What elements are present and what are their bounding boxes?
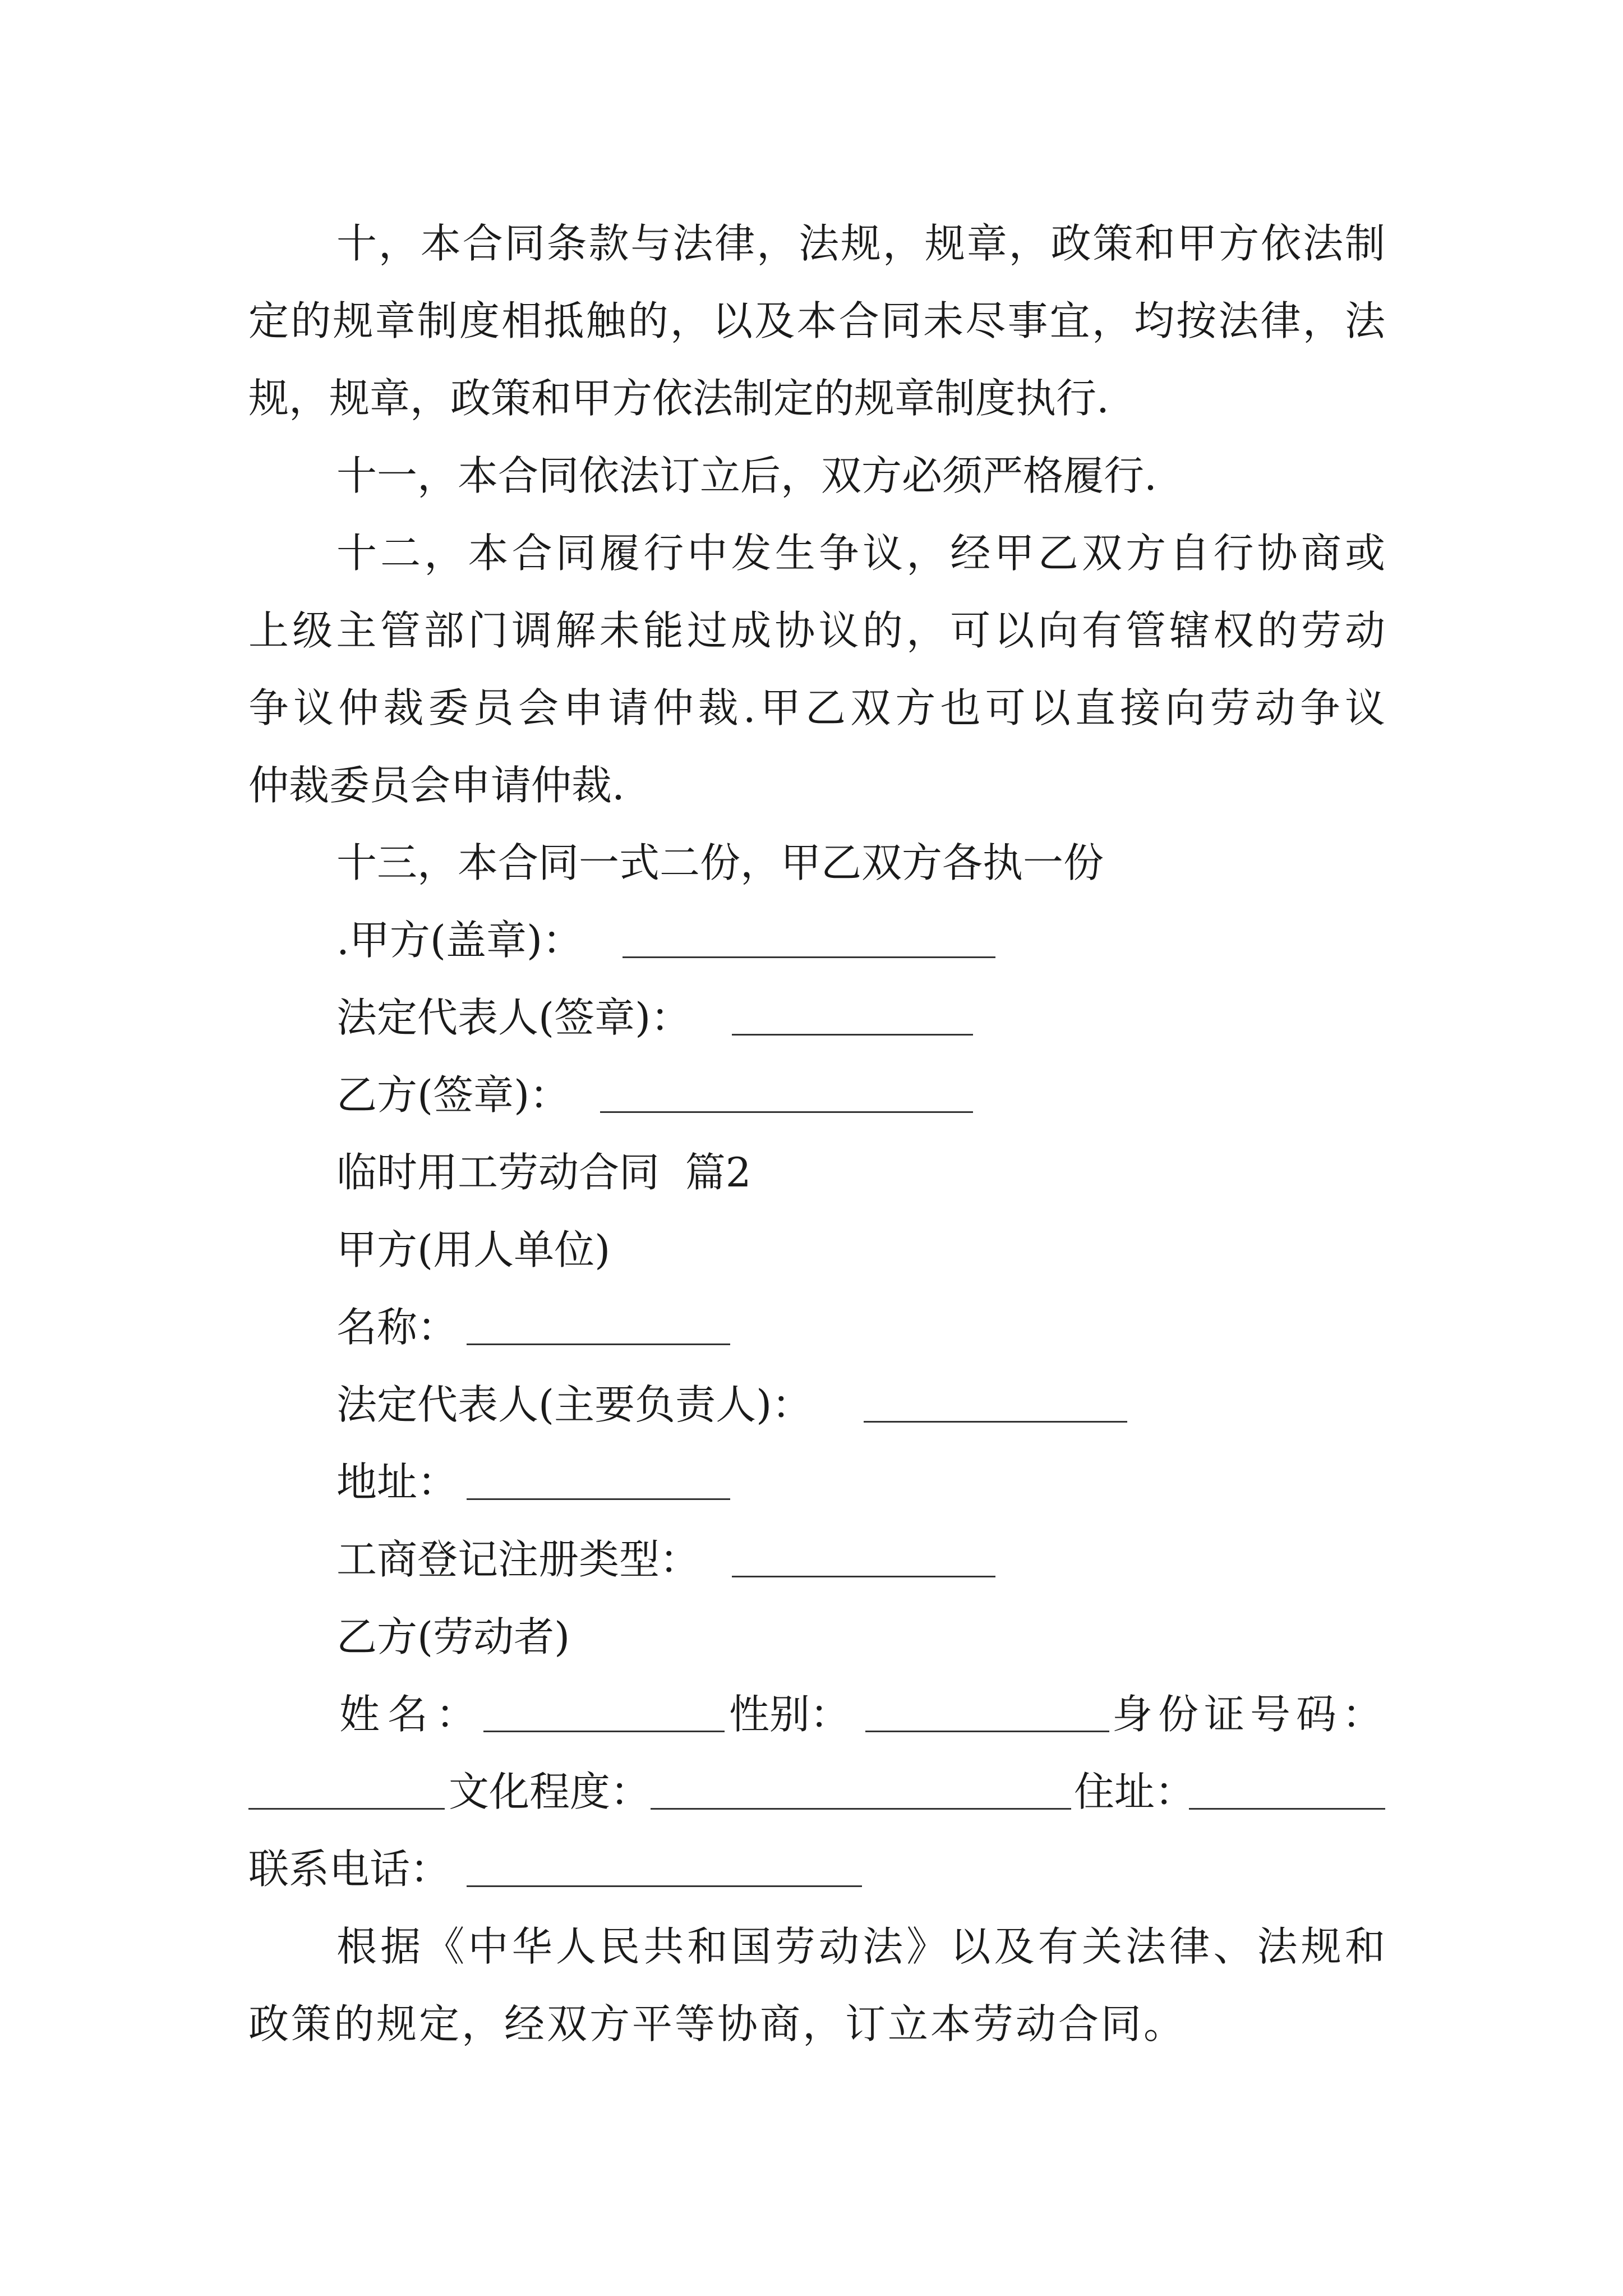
employee-heading: 乙方(劳动者) — [336, 1613, 570, 1660]
clause-12-line-3: 争议仲裁委员会申请仲裁.甲乙双方也可以直接向劳动争议 — [248, 684, 1385, 731]
id-number-blank — [248, 1808, 445, 1810]
party-a-seal-label: .甲方(盖章)： — [336, 917, 583, 964]
employer-legal-rep-blank — [864, 1421, 1127, 1423]
phone-blank — [467, 1885, 862, 1887]
clause-12-line-4: 仲裁委员会申请仲裁. — [248, 762, 625, 809]
gender-blank — [865, 1731, 1109, 1732]
clause-10-line-2: 定的规章制度相抵触的，以及本合同未尽事宜，均按法律，法 — [248, 297, 1385, 344]
clause-12-line-1: 十二，本合同履行中发生争议，经甲乙双方自行协商或 — [336, 530, 1385, 577]
residence-blank — [1189, 1808, 1385, 1810]
employer-heading: 甲方(用人单位) — [336, 1226, 611, 1273]
party-b-signature-blank — [600, 1111, 973, 1113]
legal-rep-signature-label: 法定代表人(签章)： — [336, 994, 691, 1041]
clause-11: 十一，本合同依法订立后，双方必须严格履行. — [336, 452, 1157, 499]
employee-name-blank — [483, 1731, 725, 1732]
employer-name-label: 名称： — [336, 1304, 458, 1351]
section-2-heading: 临时用工劳动合同 篇2 — [336, 1149, 751, 1196]
employer-legal-rep-label: 法定代表人(主要负责人)： — [336, 1381, 813, 1428]
clause-12-line-2: 上级主管部门调解未能过成协议的，可以向有管辖权的劳动 — [248, 607, 1385, 654]
clause-10-line-1: 十，本合同条款与法律，法规，规章，政策和甲方依法制 — [336, 220, 1385, 267]
employee-name-label: 姓名： — [339, 1691, 485, 1738]
clause-10-line-3: 规，规章，政策和甲方依法制定的规章制度执行. — [248, 375, 1109, 422]
party-a-seal-blank — [623, 956, 995, 958]
phone-label: 联系电话： — [248, 1846, 451, 1893]
legal-rep-signature-blank — [732, 1034, 973, 1036]
education-blank — [651, 1808, 1071, 1810]
residence-label: 住址： — [1074, 1768, 1196, 1815]
registration-type-label: 工商登记注册类型： — [336, 1536, 700, 1583]
clause-13: 十三，本合同一式二份，甲乙双方各执一份 — [336, 839, 1104, 886]
employer-address-blank — [467, 1498, 730, 1500]
party-b-signature-label: 乙方(签章)： — [336, 1071, 570, 1119]
education-label: 文化程度： — [449, 1768, 651, 1815]
employer-name-blank — [467, 1343, 730, 1345]
basis-paragraph-line-2: 政策的规定，经双方平等协商，订立本劳动合同。 — [248, 2000, 1187, 2047]
registration-type-blank — [732, 1576, 995, 1577]
basis-paragraph-line-1: 根据《中华人民共和国劳动法》以及有关法律、法规和 — [336, 1923, 1385, 1970]
employer-address-label: 地址： — [336, 1458, 458, 1506]
gender-label: 性别： — [729, 1691, 851, 1738]
id-number-label: 身份证号码： — [1112, 1691, 1389, 1738]
